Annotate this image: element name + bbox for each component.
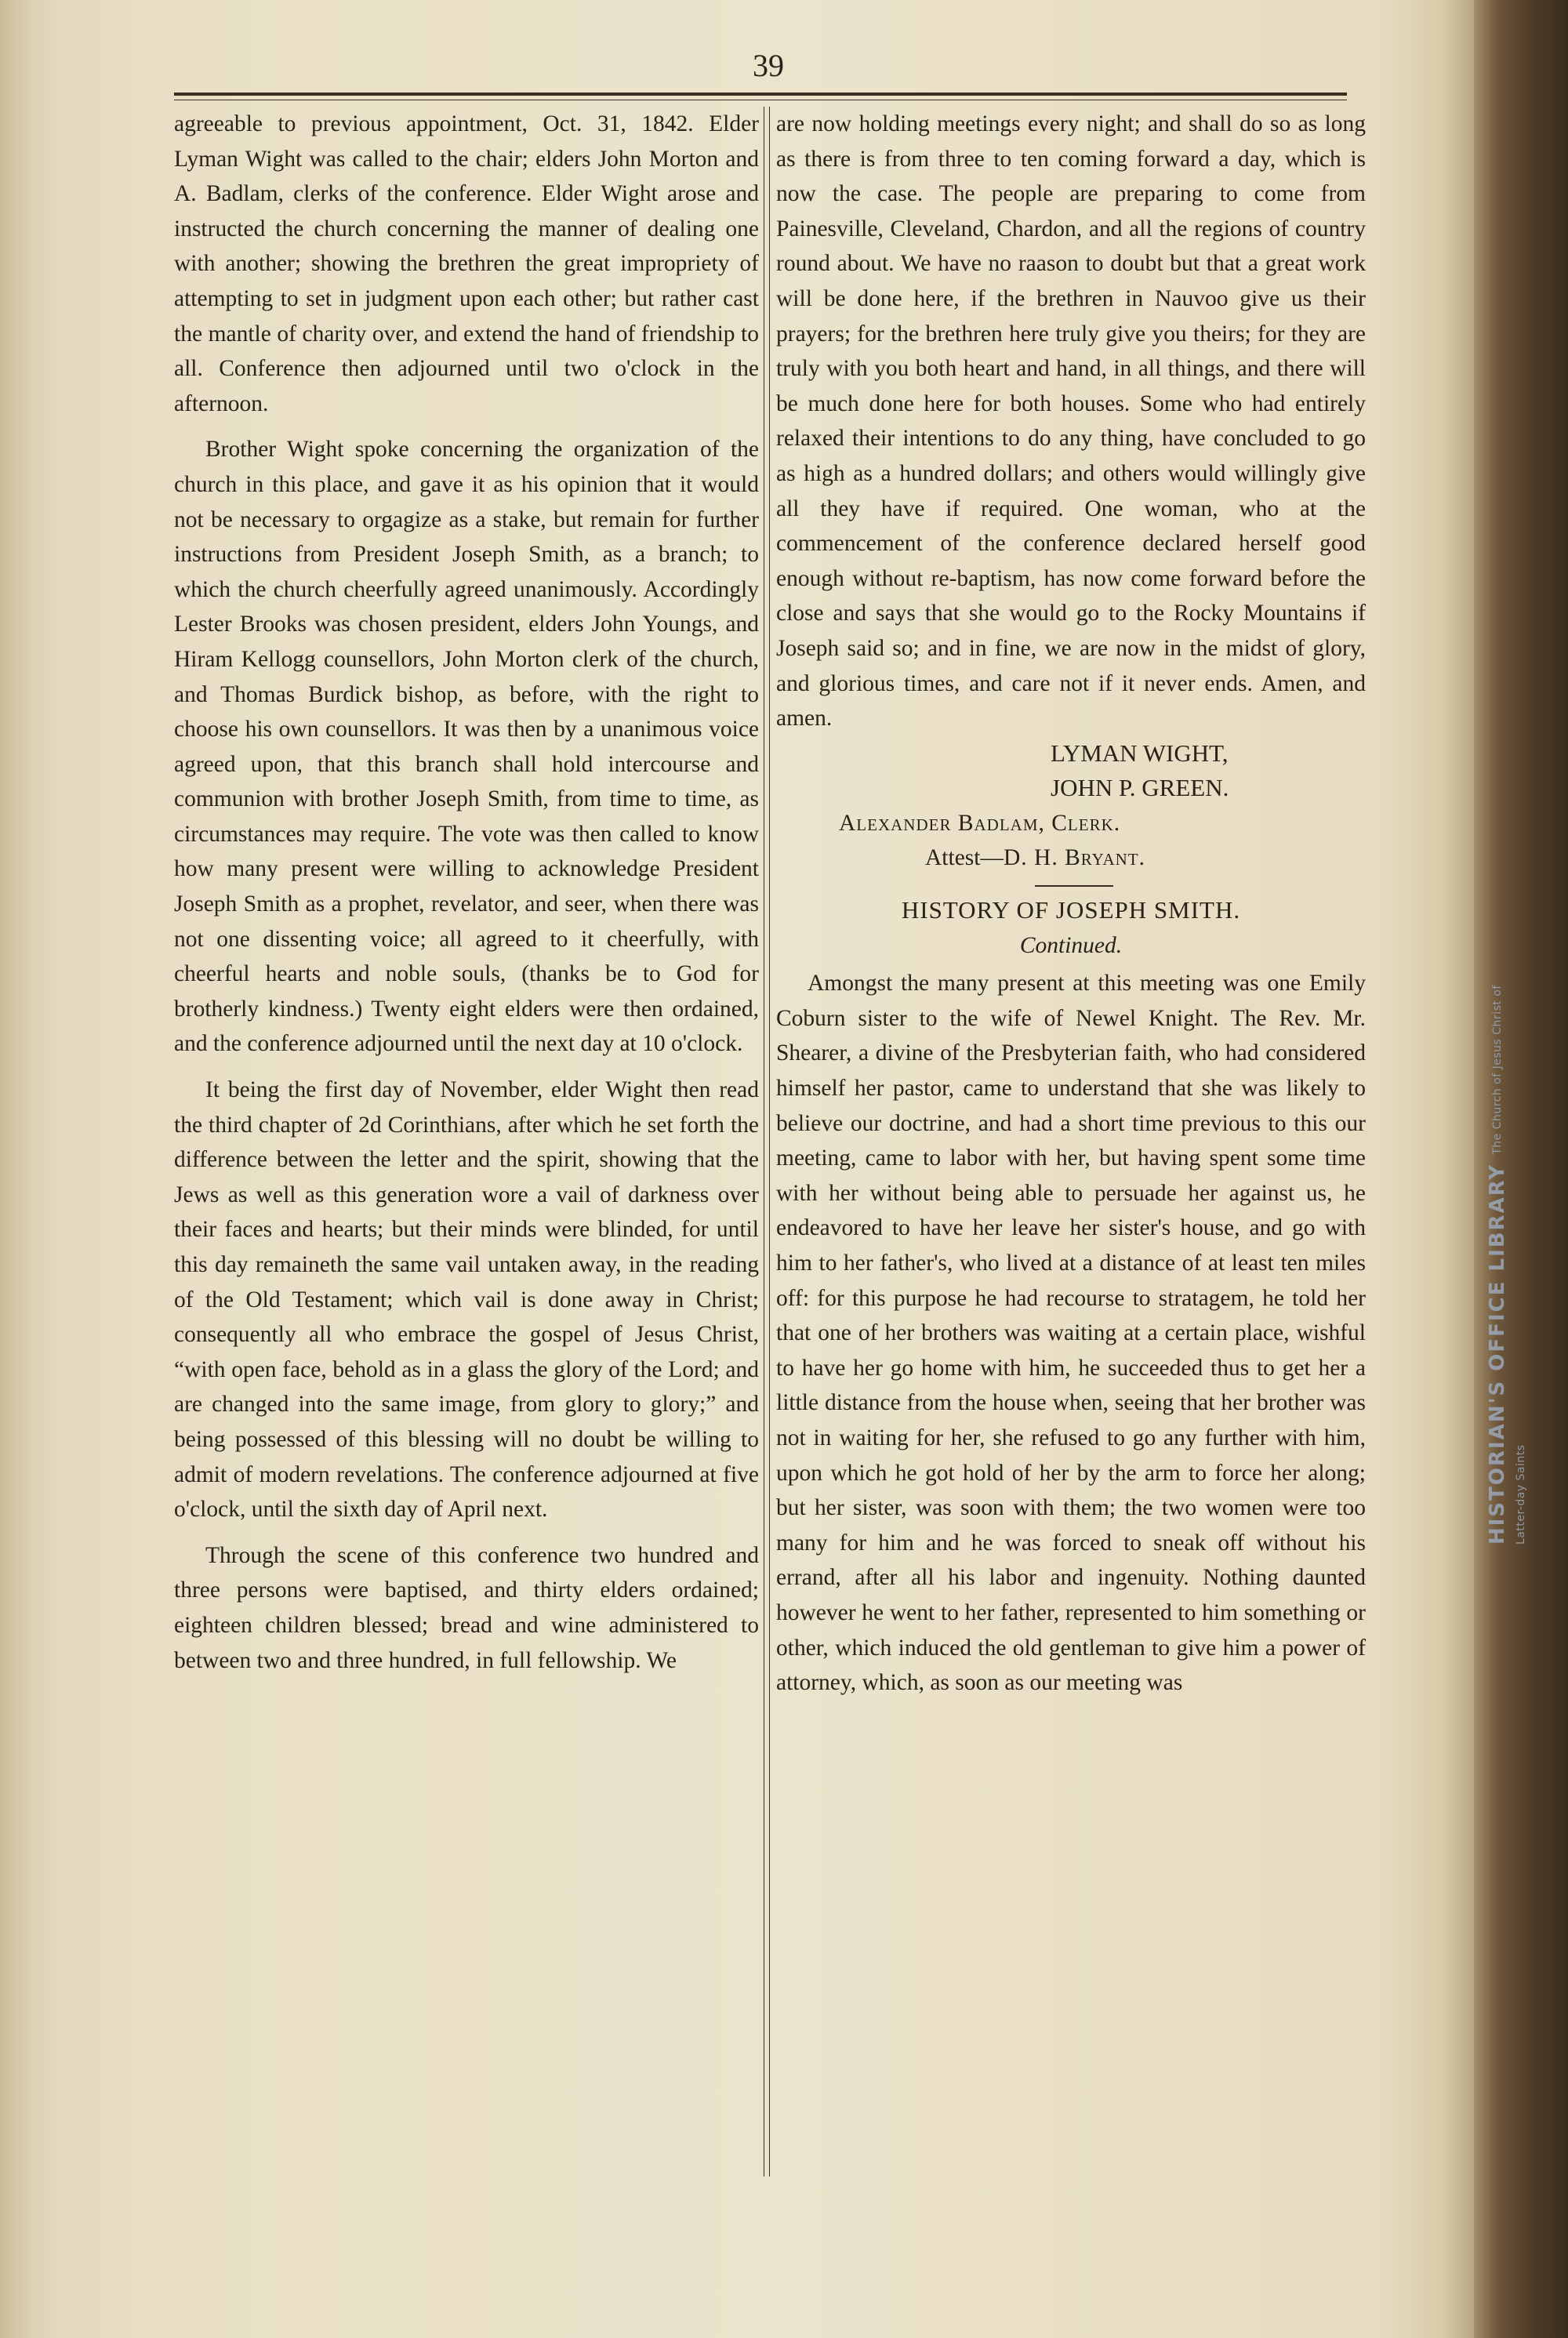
stamp-main: HISTORIAN'S OFFICE LIBRARY <box>1486 1163 1509 1545</box>
attest-line <box>776 840 1366 876</box>
attest-name: D. H. Bryant. <box>1003 845 1145 871</box>
paragraph-conference-opening: agreeable to previous appointment, Oct. 31, 1842. Elder Lyman Wight was called to the chair; elders John Morton and A. Badlam, clerks of the conference. Elder Wight arose and instructed the church concerning the manner of dealing one with another; showing the brethren the great impropriety of attempting to set in judgment upon each other; but rather cast the mantle of charity over, and extend the hand of friendship to all. Conference then adjourned until two o'clock in the afternoon. <box>174 111 759 416</box>
paragraph-meetings: are now holding meetings every night; and shall do so as long as there is from three to ten coming forward a day, which is now the case. The people are preparing to come from Painesville, Cleveland, Chardon, and all the regions of country round about. We have no raason to doubt but that a great work will be done here, if the brethren in Nauvoo give us their prayers; for the brethren here truly give you theirs; for they are truly with you both heart and hand, in all things, and there will be much done here for both houses. Some who had entirely relaxed their intentions to do any thing, have concluded to go as high as a hundred dollars; and others would willingly give all they have if required. One woman, who at the commencement of the conference declared herself good enough without re-baptism, has now come forward before the close and says that she would go to the Rocky Mountains if Joseph said so; and in fine, we are now in the midst of glory, and glorious times, and care not if it never ends. Amen, and amen. <box>776 111 1366 732</box>
stamp-sub: The Church of Jesus Christ of Latter-day Saints <box>1491 985 1527 1545</box>
signature-john-green: JOHN P. GREEN. <box>1051 774 1229 802</box>
header-rule <box>174 93 1347 96</box>
left-column <box>174 107 759 1678</box>
paragraph-organization: Brother Wight spoke concerning the organization of the church in this place, and gave it as his opinion that it would not be necessary to orgagize as a stake, but remain for further instructions from President Joseph Smith, as a branch; to which the church cheerfully agreed unanimously. Accordingly Lester Brooks was chosen president, elders John Youngs, and Hiram Kellogg counsellors, John Morton clerk of the church, and Thomas Burdick bishop, as before, with the right to choose his own counsellors. It was then by a unanimous voice agreed upon, that this branch shall hold intercourse and communion with brother Joseph Smith, from time to time, as circumstances may require. The vote was then called to know how many present were willing to acknowledge President Joseph Smith as a prophet, revelator, and seer, when there was not one dissenting voice; all agreed to it cheerfully, with cheerful hearts and noble souls, (thanks be to God for brotherly kindness.) Twenty eight elders were then ordained, and the conference adjourned until the next day at 10 o'clock. <box>174 437 759 1057</box>
history-subheading: Continued. <box>1019 932 1123 958</box>
signature-lyman-wight: LYMAN WIGHT, <box>1051 739 1229 767</box>
section-divider <box>1035 885 1113 887</box>
page-left-edge <box>0 0 55 2338</box>
page-number: 39 <box>753 48 784 83</box>
paragraph-history: Amongst the many present at this meeting was one Emily Coburn sister to the wife of Newel Knight. The Rev. Mr. Shearer, a divine of the Presbyterian faith, who had considered himself her pastor, came to understand that she was likely to believe our doctrine, and had a short time previous to this our meeting, came to labor with her, but having spent some time with her without being able to persuade her against us, he endeavored to have her leave her sister's house, and go with him to her father's, who lived at a distance of at least ten miles off: for this purpose he had recourse to stratagem, he told her that one of her brothers was waiting at a certain place, wishful to have her go home with him, he succeeded thus to get her a little distance from the house when, seeing that her brother was not in waiting for her, she refused to go any further with him, upon which he got hold of her by the arm to force her along; but her sister, was soon with them; the two women were too many for him and he was forced to sneak off without his errand, after all his labor and ingenuity. Nothing daunted however he went to her father, represented to him something or other, which induced the old gentleman to give him a power of attorney, which, as soon as our meeting was <box>776 971 1366 1696</box>
right-column <box>776 107 1366 1701</box>
history-heading: HISTORY OF JOSEPH SMITH. <box>901 896 1241 924</box>
paragraph-november: It being the first day of November, elder Wight then read the third chapter of 2d Corinthians, after which he set forth the difference between the letter and the spirit, showing that the Jews as well as this generation wore a vail of darkness over their faces and hearts; but their minds were blinded, for until this day remaineth the same vail untaken away, in the reading of the Old Testament; which vail is done away in Christ; consequently all who embrace the gospel of Jesus Christ, “with open face, behold as in a glass the glory of the Lord; and are changed into the same image, from glory to glory;” and being possessed of this blessing will no doubt be willing to admit of modern revelations. The conference adjourned at five o'clock, until the sixth day of April next. <box>174 1077 759 1523</box>
paragraph-baptisms: Through the scene of this conference two hundred and three persons were baptised, and thirty elders ordained; eighteen children blessed; bread and wine administered to between two and three hundred, in full fellowship. We <box>174 1542 759 1673</box>
attest-prefix: Attest— <box>925 845 1004 871</box>
column-divider <box>764 107 770 2176</box>
library-stamp <box>1486 980 1533 1545</box>
clerk-line: Alexander Badlam, Clerk. <box>839 810 1121 836</box>
